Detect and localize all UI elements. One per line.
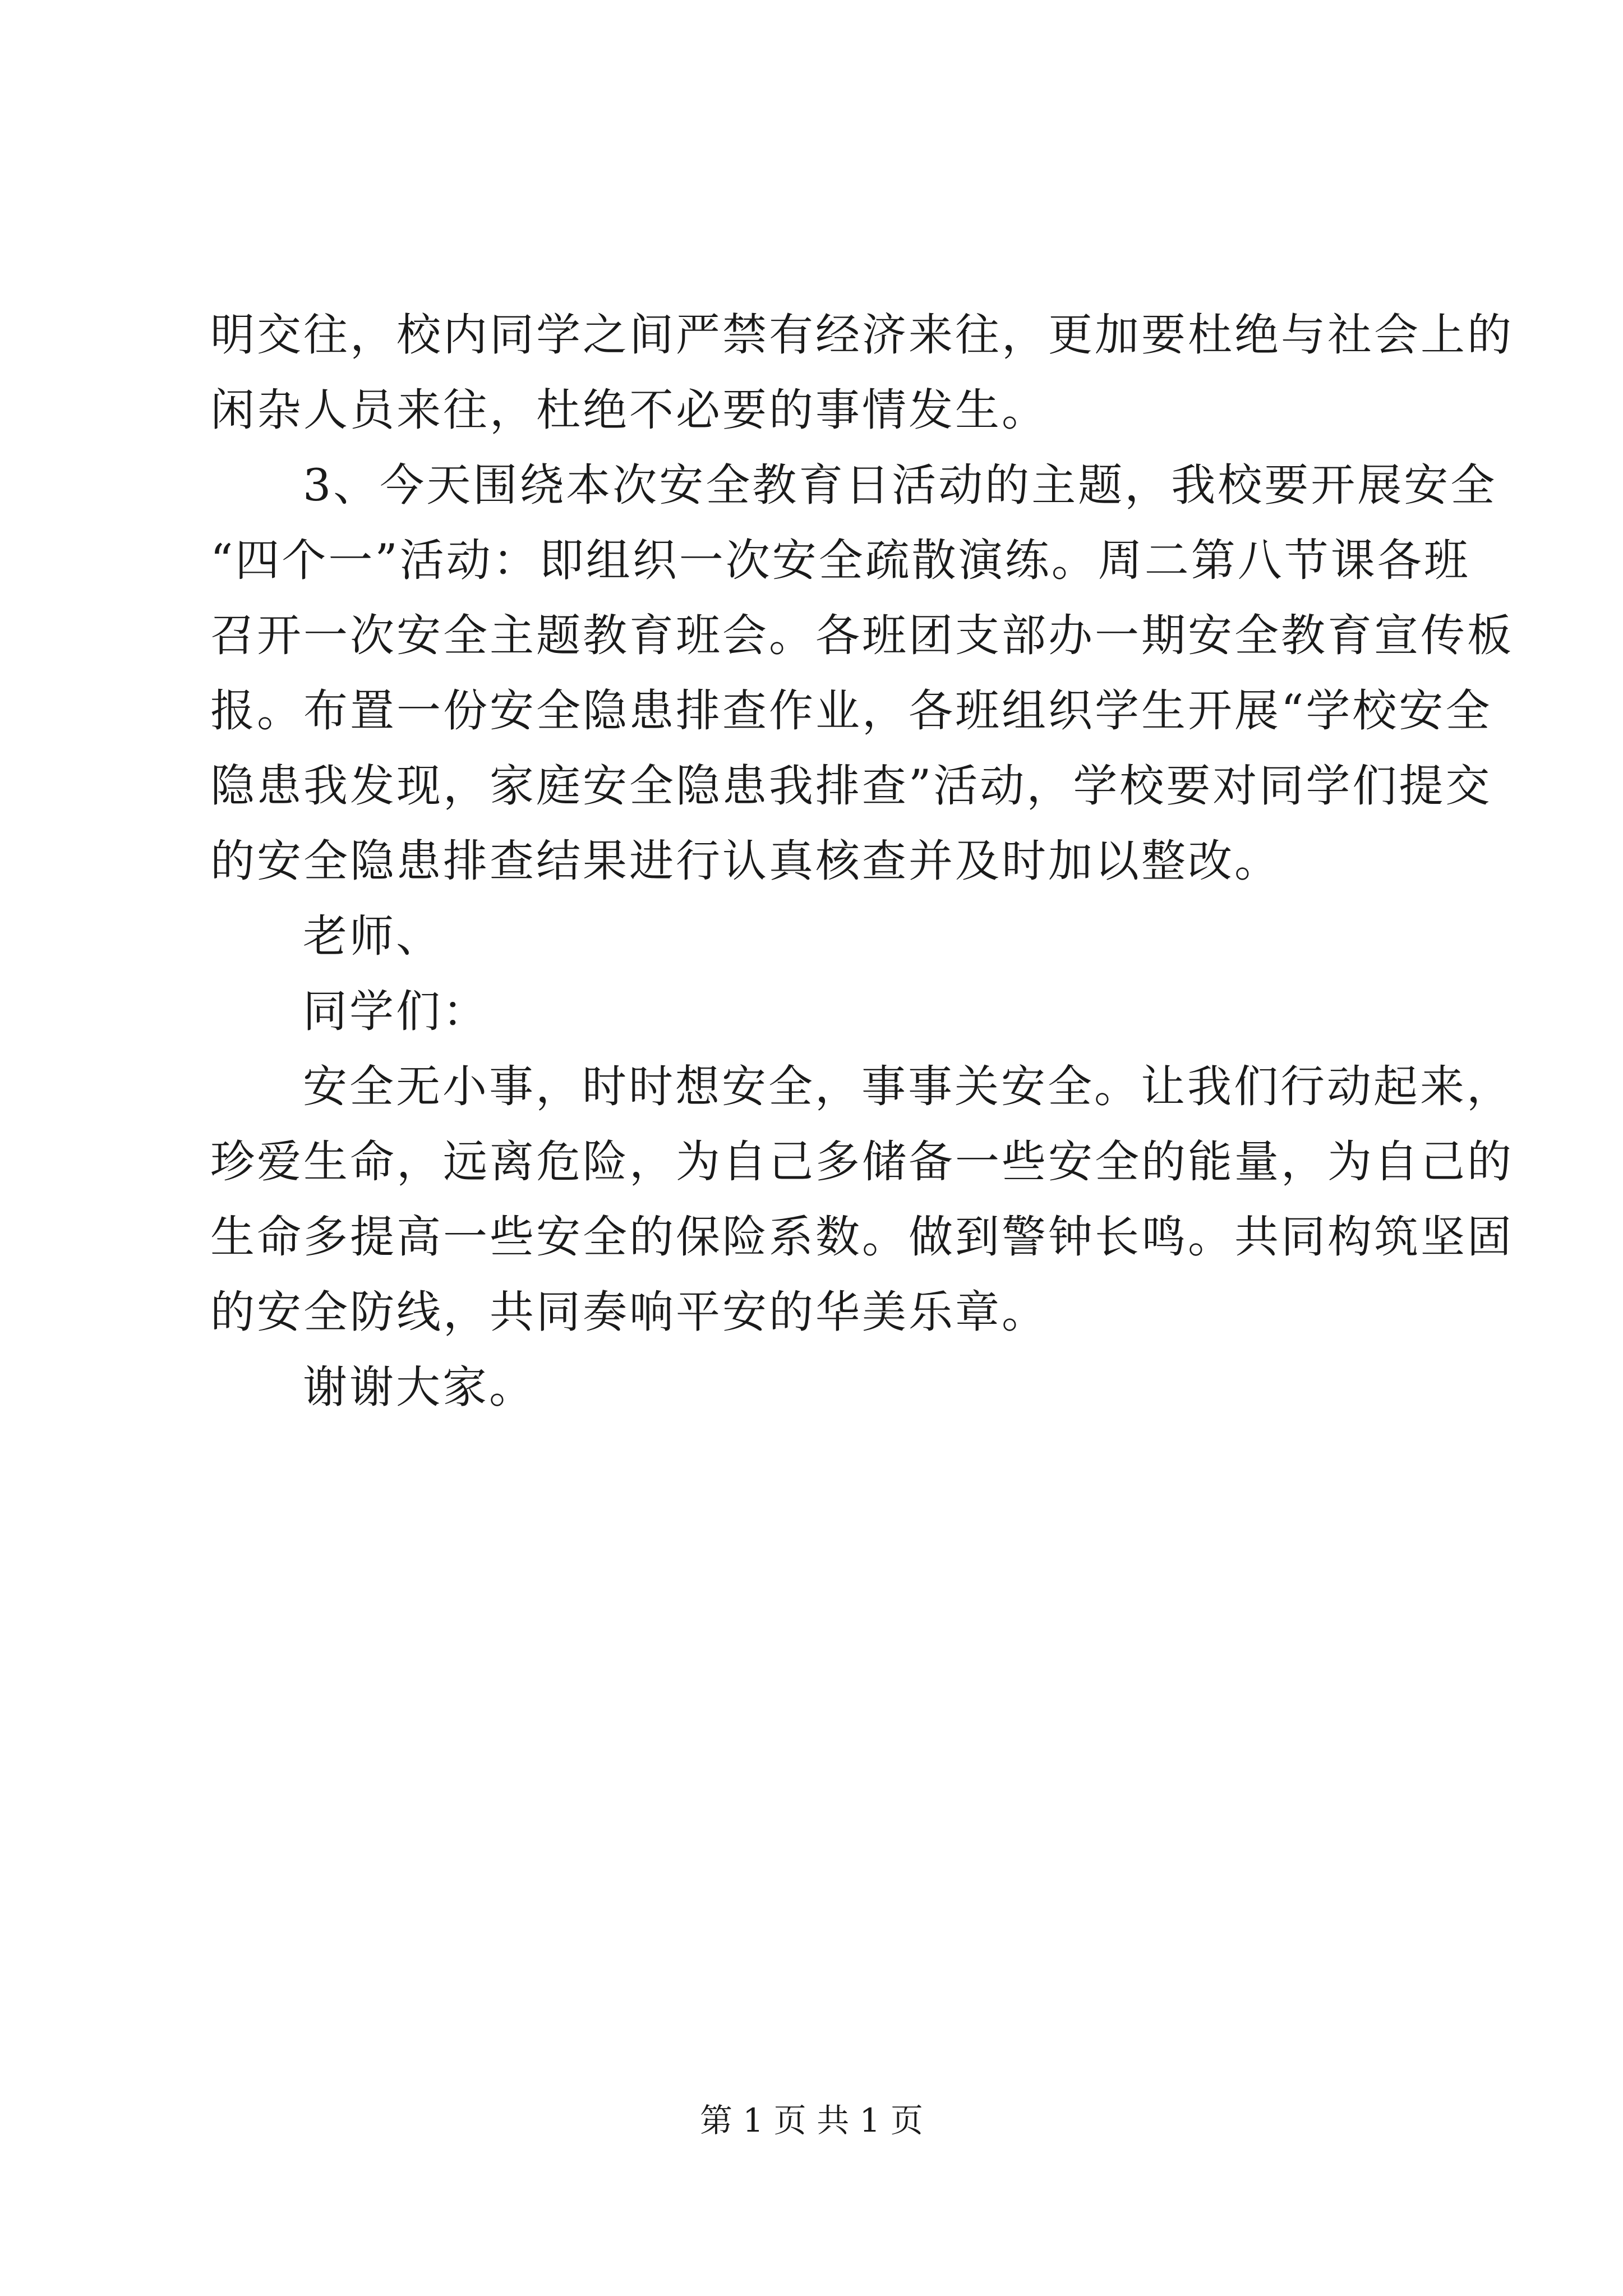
- salutation-line: 老师、: [303, 910, 442, 962]
- closing-line: 谢谢大家。: [303, 1361, 536, 1413]
- text-line: 珍爱生命，远离危险，为自己多储备一些安全的能量，为自己的: [210, 1136, 1514, 1188]
- text-line: 安全无小事，时时想安全，事事关安全。让我们行动起来，: [303, 1061, 1513, 1112]
- document-body: [210, 297, 1514, 1425]
- text-line: 明交往，校内同学之间严禁有经济来往，更加要杜绝与社会上的: [210, 309, 1514, 361]
- text-line: 报。布置一份安全隐患排查作业，各班组织学生开展“学校安全: [210, 685, 1492, 737]
- text-line: 隐患我发现，家庭安全隐患我排查”活动，学校要对同学们提交: [210, 760, 1492, 812]
- text-line: 闲杂人员来往，杜绝不必要的事情发生。: [210, 384, 1048, 436]
- text-line: 3、今天围绕本次安全教育日活动的主题，我校要开展安全: [303, 459, 1497, 511]
- text-line: “四个一”活动：即组织一次安全疏散演练。周二第八节课各班: [210, 535, 1470, 586]
- page-footer: 第 1 页 共 1 页: [700, 2101, 923, 2139]
- text-line: 的安全隐患排查结果进行认真核查并及时加以整改。: [210, 835, 1281, 887]
- text-line: 的安全防线，共同奏响平安的华美乐章。: [210, 1286, 1048, 1338]
- text-line: 召开一次安全主题教育班会。各班团支部办一期安全教育宣传板: [210, 610, 1514, 661]
- text-line: 生命多提高一些安全的保险系数。做到警钟长鸣。共同构筑坚固: [210, 1211, 1514, 1263]
- salutation-line: 同学们：: [303, 986, 489, 1037]
